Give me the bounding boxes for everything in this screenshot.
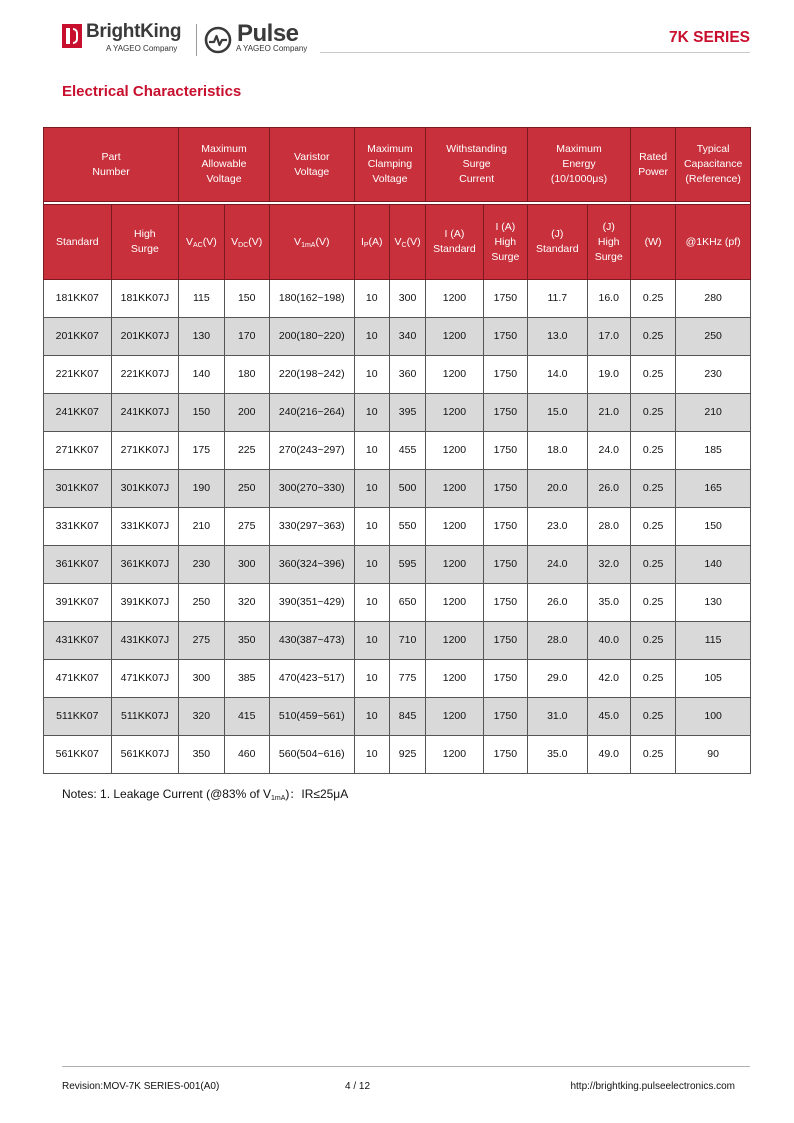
cell-rated-power: 0.25 (630, 280, 675, 318)
subheader-current-high-surge: I (A) High Surge (483, 205, 527, 280)
brightking-tagline: A YAGEO Company (106, 44, 178, 53)
cell-part-high-surge: 561KK07J (111, 736, 179, 774)
cell-ip: 10 (354, 660, 389, 698)
table-row (44, 280, 751, 318)
subheader-high-surge: High Surge (111, 205, 179, 280)
cell-current-high-surge: 1750 (483, 394, 527, 432)
cell-v1ma: 510(459~561) (269, 698, 354, 736)
cell-energy-standard: 15.0 (528, 394, 587, 432)
cell-energy-high-surge: 21.0 (587, 394, 630, 432)
cell-energy-standard: 28.0 (528, 622, 587, 660)
brightking-mark-icon (62, 24, 82, 48)
cell-rated-power: 0.25 (630, 432, 675, 470)
cell-vc: 360 (389, 356, 425, 394)
cell-capacitance: 90 (676, 736, 751, 774)
table-row (44, 356, 751, 394)
cell-ip: 10 (354, 280, 389, 318)
table-row (44, 318, 751, 356)
cell-energy-standard: 11.7 (528, 280, 587, 318)
cell-energy-standard: 13.0 (528, 318, 587, 356)
cell-energy-high-surge: 49.0 (587, 736, 630, 774)
table-row (44, 736, 751, 774)
cell-rated-power: 0.25 (630, 394, 675, 432)
cell-v1ma: 270(243~297) (269, 432, 354, 470)
table-row (44, 470, 751, 508)
cell-v1ma: 470(423~517) (269, 660, 354, 698)
cell-rated-power: 0.25 (630, 356, 675, 394)
cell-vc: 500 (389, 470, 425, 508)
cell-capacitance: 165 (676, 470, 751, 508)
cell-ip: 10 (354, 356, 389, 394)
header-max-clamping-voltage: Maximum Clamping Voltage (354, 128, 426, 202)
cell-part-standard: 221KK07 (44, 356, 112, 394)
cell-current-standard: 1200 (426, 546, 483, 584)
subheader-ip: $I_P(A)$ (354, 205, 389, 280)
subheader-energy-high-surge: (J) High Surge (587, 205, 630, 280)
cell-current-standard: 1200 (426, 698, 483, 736)
cell-current-standard: 1200 (426, 508, 483, 546)
cell-current-high-surge: 1750 (483, 318, 527, 356)
cell-energy-standard: 20.0 (528, 470, 587, 508)
cell-part-high-surge: 391KK07J (111, 584, 179, 622)
cell-vac: 210 (179, 508, 224, 546)
cell-part-standard: 361KK07 (44, 546, 112, 584)
cell-current-high-surge: 1750 (483, 508, 527, 546)
table-row (44, 546, 751, 584)
cell-current-standard: 1200 (426, 584, 483, 622)
cell-rated-power: 0.25 (630, 470, 675, 508)
cell-vdc: 350 (224, 622, 269, 660)
cell-vdc: 460 (224, 736, 269, 774)
cell-energy-high-surge: 24.0 (587, 432, 630, 470)
cell-vdc: 170 (224, 318, 269, 356)
cell-part-high-surge: 361KK07J (111, 546, 179, 584)
cell-current-high-surge: 1750 (483, 622, 527, 660)
cell-capacitance: 250 (676, 318, 751, 356)
cell-ip: 10 (354, 432, 389, 470)
table-row (44, 394, 751, 432)
header-max-energy: Maximum Energy (10/1000μs) (528, 128, 631, 202)
cell-v1ma: 390(351~429) (269, 584, 354, 622)
cell-ip: 10 (354, 736, 389, 774)
series-title: 7K SERIES (669, 29, 750, 46)
cell-capacitance: 210 (676, 394, 751, 432)
subheader-vac: $V_{AC}(V)$ (179, 205, 224, 280)
cell-rated-power: 0.25 (630, 546, 675, 584)
cell-vc: 340 (389, 318, 425, 356)
cell-capacitance: 100 (676, 698, 751, 736)
cell-vac: 320 (179, 698, 224, 736)
cell-capacitance: 230 (676, 356, 751, 394)
cell-part-standard: 271KK07 (44, 432, 112, 470)
cell-capacitance: 140 (676, 546, 751, 584)
cell-vac: 130 (179, 318, 224, 356)
cell-part-standard: 201KK07 (44, 318, 112, 356)
cell-current-high-surge: 1750 (483, 356, 527, 394)
cell-part-high-surge: 241KK07J (111, 394, 179, 432)
cell-vc: 925 (389, 736, 425, 774)
pulse-name: Pulse (237, 20, 299, 47)
cell-vac: 275 (179, 622, 224, 660)
cell-vc: 775 (389, 660, 425, 698)
cell-part-standard: 431KK07 (44, 622, 112, 660)
logo-divider (196, 24, 197, 56)
cell-vdc: 250 (224, 470, 269, 508)
cell-ip: 10 (354, 318, 389, 356)
footer-page-number: 4 / 12 (345, 1081, 371, 1092)
cell-part-high-surge: 331KK07J (111, 508, 179, 546)
cell-vac: 350 (179, 736, 224, 774)
cell-rated-power: 0.25 (630, 318, 675, 356)
notes: Notes: 1. Leakage Current (@83% of $V_{1mA}$)：IR≤25μA (62, 787, 349, 802)
brightking-logo (62, 22, 192, 56)
cell-current-standard: 1200 (426, 622, 483, 660)
cell-vac: 115 (179, 280, 224, 318)
cell-part-standard: 241KK07 (44, 394, 112, 432)
cell-v1ma: 430(387~473) (269, 622, 354, 660)
cell-current-standard: 1200 (426, 660, 483, 698)
cell-vc: 300 (389, 280, 425, 318)
cell-part-standard: 511KK07 (44, 698, 112, 736)
header-rated-power: Rated Power (630, 128, 675, 202)
pulse-logo (204, 20, 334, 56)
cell-energy-high-surge: 42.0 (587, 660, 630, 698)
cell-current-high-surge: 1750 (483, 660, 527, 698)
header-part-number: Part Number (44, 128, 179, 202)
subheader-watts: (W) (630, 205, 675, 280)
cell-vc: 550 (389, 508, 425, 546)
cell-vac: 250 (179, 584, 224, 622)
cell-rated-power: 0.25 (630, 698, 675, 736)
cell-part-high-surge: 221KK07J (111, 356, 179, 394)
cell-vdc: 275 (224, 508, 269, 546)
cell-vac: 190 (179, 470, 224, 508)
cell-current-standard: 1200 (426, 280, 483, 318)
table-row (44, 622, 751, 660)
cell-vac: 300 (179, 660, 224, 698)
cell-vdc: 225 (224, 432, 269, 470)
cell-vdc: 150 (224, 280, 269, 318)
cell-part-standard: 181KK07 (44, 280, 112, 318)
cell-part-high-surge: 301KK07J (111, 470, 179, 508)
cell-ip: 10 (354, 508, 389, 546)
table-body (44, 280, 751, 774)
cell-ip: 10 (354, 394, 389, 432)
section-title: Electrical Characteristics (62, 83, 242, 100)
cell-energy-standard: 14.0 (528, 356, 587, 394)
header-typical-capacitance: Typical Capacitance (Reference) (676, 128, 751, 202)
cell-capacitance: 185 (676, 432, 751, 470)
cell-part-high-surge: 471KK07J (111, 660, 179, 698)
cell-part-standard: 561KK07 (44, 736, 112, 774)
cell-rated-power: 0.25 (630, 622, 675, 660)
cell-vdc: 415 (224, 698, 269, 736)
cell-part-standard: 301KK07 (44, 470, 112, 508)
cell-capacitance: 280 (676, 280, 751, 318)
cell-energy-standard: 24.0 (528, 546, 587, 584)
cell-vdc: 180 (224, 356, 269, 394)
cell-vc: 595 (389, 546, 425, 584)
cell-capacitance: 150 (676, 508, 751, 546)
cell-energy-high-surge: 45.0 (587, 698, 630, 736)
cell-vdc: 300 (224, 546, 269, 584)
cell-v1ma: 240(216~264) (269, 394, 354, 432)
subheader-energy-standard: (J) Standard (528, 205, 587, 280)
subheader-v1ma: $V_{1mA}(V)$ (269, 205, 354, 280)
cell-capacitance: 105 (676, 660, 751, 698)
cell-vdc: 320 (224, 584, 269, 622)
cell-vc: 395 (389, 394, 425, 432)
cell-energy-standard: 18.0 (528, 432, 587, 470)
subheader-current-standard: I (A) Standard (426, 205, 483, 280)
header-varistor-voltage: Varistor Voltage (269, 128, 354, 202)
cell-energy-high-surge: 17.0 (587, 318, 630, 356)
cell-rated-power: 0.25 (630, 508, 675, 546)
cell-capacitance: 130 (676, 584, 751, 622)
cell-v1ma: 330(297~363) (269, 508, 354, 546)
footer-rule (62, 1066, 750, 1067)
cell-vc: 650 (389, 584, 425, 622)
cell-current-high-surge: 1750 (483, 584, 527, 622)
electrical-characteristics-table (43, 127, 751, 774)
cell-part-high-surge: 511KK07J (111, 698, 179, 736)
cell-current-standard: 1200 (426, 432, 483, 470)
cell-part-high-surge: 431KK07J (111, 622, 179, 660)
cell-part-standard: 471KK07 (44, 660, 112, 698)
pulse-mark-icon (204, 26, 232, 54)
cell-energy-standard: 35.0 (528, 736, 587, 774)
cell-energy-standard: 23.0 (528, 508, 587, 546)
cell-vac: 150 (179, 394, 224, 432)
cell-vdc: 385 (224, 660, 269, 698)
subheader-frequency: @1KHz (pf) (676, 205, 751, 280)
cell-current-high-surge: 1750 (483, 546, 527, 584)
brightking-name: BrightKing (86, 21, 182, 42)
cell-vc: 455 (389, 432, 425, 470)
cell-current-high-surge: 1750 (483, 698, 527, 736)
cell-part-high-surge: 181KK07J (111, 280, 179, 318)
footer-revision: Revision:MOV-7K SERIES-001(A0) (62, 1081, 220, 1092)
table-row (44, 508, 751, 546)
cell-energy-standard: 31.0 (528, 698, 587, 736)
cell-vc: 845 (389, 698, 425, 736)
cell-part-standard: 391KK07 (44, 584, 112, 622)
cell-capacitance: 115 (676, 622, 751, 660)
cell-current-high-surge: 1750 (483, 280, 527, 318)
cell-energy-high-surge: 26.0 (587, 470, 630, 508)
table-row (44, 432, 751, 470)
cell-energy-high-surge: 19.0 (587, 356, 630, 394)
cell-v1ma: 560(504~616) (269, 736, 354, 774)
cell-energy-standard: 26.0 (528, 584, 587, 622)
cell-current-high-surge: 1750 (483, 470, 527, 508)
cell-energy-standard: 29.0 (528, 660, 587, 698)
cell-ip: 10 (354, 470, 389, 508)
cell-energy-high-surge: 40.0 (587, 622, 630, 660)
cell-vac: 230 (179, 546, 224, 584)
cell-part-standard: 331KK07 (44, 508, 112, 546)
cell-current-standard: 1200 (426, 356, 483, 394)
header-max-allowable-voltage: Maximum Allowable Voltage (179, 128, 270, 202)
cell-energy-high-surge: 16.0 (587, 280, 630, 318)
cell-v1ma: 220(198~242) (269, 356, 354, 394)
cell-vc: 710 (389, 622, 425, 660)
cell-energy-high-surge: 28.0 (587, 508, 630, 546)
table-row (44, 584, 751, 622)
table-row (44, 698, 751, 736)
cell-energy-high-surge: 32.0 (587, 546, 630, 584)
cell-v1ma: 300(270~330) (269, 470, 354, 508)
cell-current-standard: 1200 (426, 318, 483, 356)
cell-energy-high-surge: 35.0 (587, 584, 630, 622)
cell-current-high-surge: 1750 (483, 736, 527, 774)
subheader-standard: Standard (44, 205, 112, 280)
footer-url[interactable]: http://brightking.pulseelectronics.com (570, 1081, 735, 1092)
cell-part-high-surge: 271KK07J (111, 432, 179, 470)
cell-v1ma: 200(180~220) (269, 318, 354, 356)
pulse-tagline: A YAGEO Company (236, 44, 308, 53)
cell-rated-power: 0.25 (630, 584, 675, 622)
cell-v1ma: 180(162~198) (269, 280, 354, 318)
table-row (44, 660, 751, 698)
header-rule (320, 52, 750, 53)
cell-current-standard: 1200 (426, 394, 483, 432)
cell-current-standard: 1200 (426, 470, 483, 508)
subheader-vc: $V_C(V)$ (389, 205, 425, 280)
subheader-vdc: $V_{DC}(V)$ (224, 205, 269, 280)
cell-ip: 10 (354, 622, 389, 660)
cell-ip: 10 (354, 698, 389, 736)
cell-v1ma: 360(324~396) (269, 546, 354, 584)
cell-vac: 140 (179, 356, 224, 394)
cell-ip: 10 (354, 546, 389, 584)
cell-current-high-surge: 1750 (483, 432, 527, 470)
header-surge-current: Withstanding Surge Current (426, 128, 528, 202)
cell-vac: 175 (179, 432, 224, 470)
cell-part-high-surge: 201KK07J (111, 318, 179, 356)
cell-ip: 10 (354, 584, 389, 622)
cell-rated-power: 0.25 (630, 660, 675, 698)
cell-vdc: 200 (224, 394, 269, 432)
cell-current-standard: 1200 (426, 736, 483, 774)
cell-rated-power: 0.25 (630, 736, 675, 774)
